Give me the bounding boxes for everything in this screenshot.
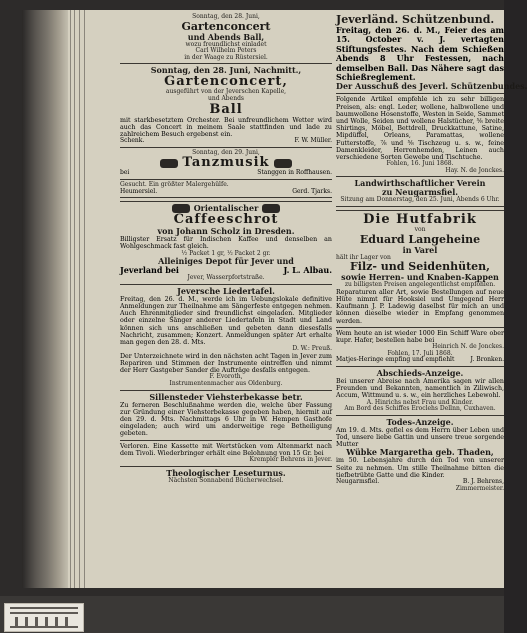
ad-signature-row bbox=[120, 138, 332, 145]
ad-address: Jever, Wasserpfortstraße. bbox=[187, 274, 265, 282]
ad-signature: A. Hinrichs nebst Frau und Kinder. bbox=[366, 398, 474, 406]
ad-body: Freitag, den 26. d. M., werde ich im Uebungslokale definitive Anmeldungen zur Theilnahme am Sängerfeste entgegen nehmen. Auch Ehrenmitglieder sind freundlichst eingeladen. Mitglieder oder einzelne Sänger anderer Liedertafeln in Stadt und Land können sich uns anschließen und gebeten dann diesesfalls Nachricht, zusammen; Konzert. Anmeldungen später Art erhalte man gegen den 28. d. Mts. bbox=[120, 295, 332, 346]
ad-body: im 50. Lebensjahre durch den Tod von unserer Seite zu nehmen. Um stille Theilnahme bitten die tiefbetrübte Gatte und die Kinder. bbox=[336, 457, 504, 479]
ad-place: Fohlen, 16. Juni 1868. bbox=[386, 160, 454, 168]
divider bbox=[120, 63, 332, 64]
ad-text: Sitzung am Donnerstag, den 25. Juni, Abends 6 Uhr. bbox=[340, 196, 500, 204]
divider bbox=[120, 147, 332, 148]
ad-line bbox=[336, 357, 504, 364]
ad-signature: Zimmermeister. bbox=[455, 484, 504, 492]
ornament-right-icon bbox=[274, 159, 292, 168]
ad-text: und Abends bbox=[208, 94, 244, 102]
ad-heading: Abschieds-Anzeige. bbox=[376, 368, 464, 379]
divider bbox=[120, 440, 332, 441]
ad-signature: Der Ausschuß des Jeverl. Schützenbundes. bbox=[336, 81, 527, 92]
divider bbox=[336, 327, 504, 328]
ad-date: Sonntag, den 29. Juni, bbox=[192, 148, 260, 156]
ad-date: Sonntag, den 28. Juni, Nachmitt., bbox=[150, 65, 302, 76]
ad-place: Heumersiel. bbox=[120, 187, 158, 195]
divider bbox=[336, 206, 504, 211]
ad-body: mit starkbesetztem Orchester. Bei unfreundlichem Wetter wird auch das Concert in meinem Saale stattfinden und lade zu zahlreichem Besuch ergebenst ein. bbox=[120, 116, 332, 138]
ad-heading: Jeversche Liedertafel. bbox=[177, 285, 275, 296]
ad-body: Freitag, den 26. d. M., Feier des am 15. October v. J. vertagten Stiftungsfestes. Nach dem Schießen Abends 8 Uhr Festessen, nach demselben Ball. Das Nähere sagt das Schießreglement. bbox=[336, 25, 504, 83]
ad-heading: Theologischer Leseturnus. bbox=[166, 467, 286, 478]
ad-signature: J. L. Albau. bbox=[283, 265, 332, 276]
ad-heading: Gartenconcert, bbox=[164, 74, 288, 90]
ad-subheading: in Varel bbox=[402, 244, 438, 255]
ad-text: Am Bord des Schiffes Eroclehs Dellnn, Cuxhaven. bbox=[344, 405, 496, 413]
ad-heading: Tanzmusik bbox=[182, 155, 270, 171]
divider bbox=[120, 197, 332, 202]
left-column bbox=[120, 14, 332, 484]
ad-place: Schenk. bbox=[120, 137, 145, 145]
ad-heading: Jeverländ. Schützenbund. bbox=[336, 13, 495, 26]
ad-signature: Gerd. Tjarks. bbox=[292, 187, 332, 195]
ad-subheading: zu Neugarmsfiel. bbox=[381, 187, 459, 198]
ad-place: Neugarmsfiel. bbox=[336, 478, 380, 486]
divider bbox=[120, 179, 332, 180]
ad-signature: D. W.: Preuß. bbox=[292, 345, 332, 353]
page-gutter bbox=[22, 10, 68, 588]
ad-heading: Gartenconcert bbox=[181, 19, 271, 33]
page-edge-line bbox=[79, 10, 80, 588]
ad-text: Jeverland bei bbox=[120, 265, 179, 276]
ad-body: Der Unterzeichnete wird in den nächsten acht Tagen in Jever zum Repariren und Stimmen der Instrumente eintreffen und nimmt der Herr Gastgeber Sander die Aufträge desfalls entgegen. bbox=[120, 352, 332, 375]
divider bbox=[336, 366, 504, 367]
ad-body: Wem heute an ist wieder 1000 Ein Schiff Ware ober kupr. Hafer, bestellen habe bei bbox=[336, 329, 504, 345]
ad-heading: Die Hutfabrik bbox=[363, 212, 477, 228]
ad-text: Gesucht. Ein größter Malergehülfe. bbox=[120, 180, 229, 188]
ad-line bbox=[120, 170, 332, 177]
ornament-row bbox=[120, 156, 332, 170]
ad-body: Folgende Artikel empfehle ich zu sehr billigen Preisen, als: engl. Leder, wollene, halbwollene und baumwollene Hosenstoffe, Westen in Seide, Sammet und Wolle, Seiden und wollene Halstücher, ⅝ breite Shirtings, Möbel, Bettdrell, Druckkattune, Satine, Mipdüffel, Orleans, Paramattas, wollene Futterstoffe, ⅞ und ⅝ Tischzeug u. s. w., feine Damenkleider, Herrenhemden, Leinen auch verschiedene Sorten Gewebe und Tischtuche. bbox=[336, 96, 504, 162]
page-edge-line bbox=[74, 10, 75, 588]
ad-heading: Filz- und Seidenhüten, bbox=[349, 260, 491, 274]
divider bbox=[120, 284, 332, 285]
ad-text: Nächsten Sonnabend Bücherwechsel. bbox=[168, 476, 284, 484]
page-edge-line bbox=[84, 10, 85, 588]
ad-text: zu billigsten Preisen angelegentlichst empfohlen. bbox=[344, 281, 496, 289]
ad-signature: F. W. Müller. bbox=[294, 137, 332, 145]
ad-subheading: sowie Herren- und Knaben-Kappen bbox=[341, 272, 499, 283]
ad-signature-row bbox=[120, 189, 332, 196]
ad-subheading: von Johann Scholz in Dresden. bbox=[157, 226, 295, 237]
ad-name: Wübke Margaretha geb. Thaden, bbox=[346, 447, 494, 458]
ornament-left-icon bbox=[160, 159, 178, 168]
ad-signature: in der Waage zu Rüstersiel. bbox=[184, 53, 268, 61]
ad-text: wozu freundlichst einladet bbox=[185, 40, 267, 48]
ad-heading: Todes-Anzeige. bbox=[386, 416, 454, 427]
ad-subheading: Alleiniges Depot für Jever und bbox=[158, 256, 294, 267]
right-column bbox=[336, 13, 527, 492]
logo-base-line bbox=[10, 626, 78, 628]
ad-heading: Landwirthschaftlicher Verein bbox=[354, 178, 486, 189]
ad-body: Zu ferneren Beschlußnahme werden die, welche über Fassung zur Gründung einer Viehsterbekasse gegeben haben, hiermit auf den 29. d. Mts. Nachmittags 6 Uhr in W. Hempen Gasthofe eingeladen; auch wird um anderweitige rege Betheiligung gebeten. bbox=[120, 401, 332, 438]
ad-subheading: und Abends Ball, bbox=[187, 31, 265, 42]
ad-text: Stanggen in Roffhausen. bbox=[257, 169, 332, 177]
ad-body: Verloren. Eine Kassette mit Wertstücken vom Altenmarkt nach dem Tivoli. Wiederbringer erhält eine Belohnung von 15 Gr. bei bbox=[120, 442, 332, 457]
ad-signature: Krempler Behrens in Jever. bbox=[249, 455, 332, 463]
ad-body: Bei unserer Abreise nach Amerika sagen wir allen Freunden und Bekannten, namentlich in Ziliwisch, Accum, Wittmund u. s. w., ein herzliches Lebewohl. bbox=[336, 378, 504, 400]
ad-heading: Sillensteder Viehsterbekasse betr. bbox=[149, 391, 303, 402]
library-logo-icon bbox=[4, 603, 84, 632]
divider bbox=[120, 466, 332, 467]
logo-roof-line bbox=[10, 607, 78, 609]
ad-text: bei bbox=[120, 169, 130, 177]
logo-frieze-line bbox=[10, 612, 78, 614]
ad-signature: Hay. N. de Jonckes. bbox=[445, 166, 504, 174]
ad-signature: Carl Wilhelm Peters bbox=[195, 47, 257, 55]
divider bbox=[336, 93, 504, 94]
ad-text: von bbox=[414, 226, 426, 234]
ad-text: ½ Packet 1 gr, ½ Packet 2 gr. bbox=[181, 249, 271, 257]
ad-date: Sonntag, den 28. Juni, bbox=[192, 13, 260, 20]
ad-signature: J. Bronken. bbox=[470, 356, 504, 364]
ad-body: Am 19. d. Mts. gefiel es dem Herrn über Leben und Tod, unsere liebe Gattin und unsere treue sorgende Mutter bbox=[336, 426, 504, 449]
ad-text: hält ihr Lager von bbox=[336, 253, 391, 261]
ad-place: Fohlen, 17. Juli 1868. bbox=[387, 349, 453, 357]
page-edge-line bbox=[70, 10, 71, 588]
divider bbox=[120, 390, 332, 391]
divider bbox=[336, 176, 504, 177]
ad-body: Billigster Ersatz für Indischen Kaffee und denselben an Wohlgeschmack fast gleich. bbox=[120, 236, 332, 251]
ad-signature: B. J. Behrens, bbox=[462, 478, 504, 486]
ad-signature: F. Evoroth, bbox=[209, 373, 243, 381]
divider bbox=[336, 415, 504, 416]
ad-heading: Caffeeschrot bbox=[173, 212, 279, 228]
ad-text: Matjes-Heringe empfing und empfiehlt bbox=[336, 356, 455, 364]
ad-text: ausgeführt von der Jeverschen Kapelle, bbox=[165, 88, 287, 96]
ad-heading: Orientalischer bbox=[193, 203, 259, 214]
ad-signature: Instrumentenmacher aus Oldenburg. bbox=[169, 379, 283, 387]
ad-heading: Ball bbox=[209, 101, 243, 117]
ad-body: Reparaturen aller Art, sowie Bestellungen auf neue Hüte nimmt für Hooksiel und Umgegend Herr Kaufmann J. P. Ladewig daselbst für mich an und können dieselbe wieder in Empfang genommen werden. bbox=[336, 288, 504, 325]
ad-heading: Eduard Langeheine bbox=[359, 232, 481, 246]
ad-signature: Heinrich N. de Jonckes. bbox=[432, 343, 504, 351]
